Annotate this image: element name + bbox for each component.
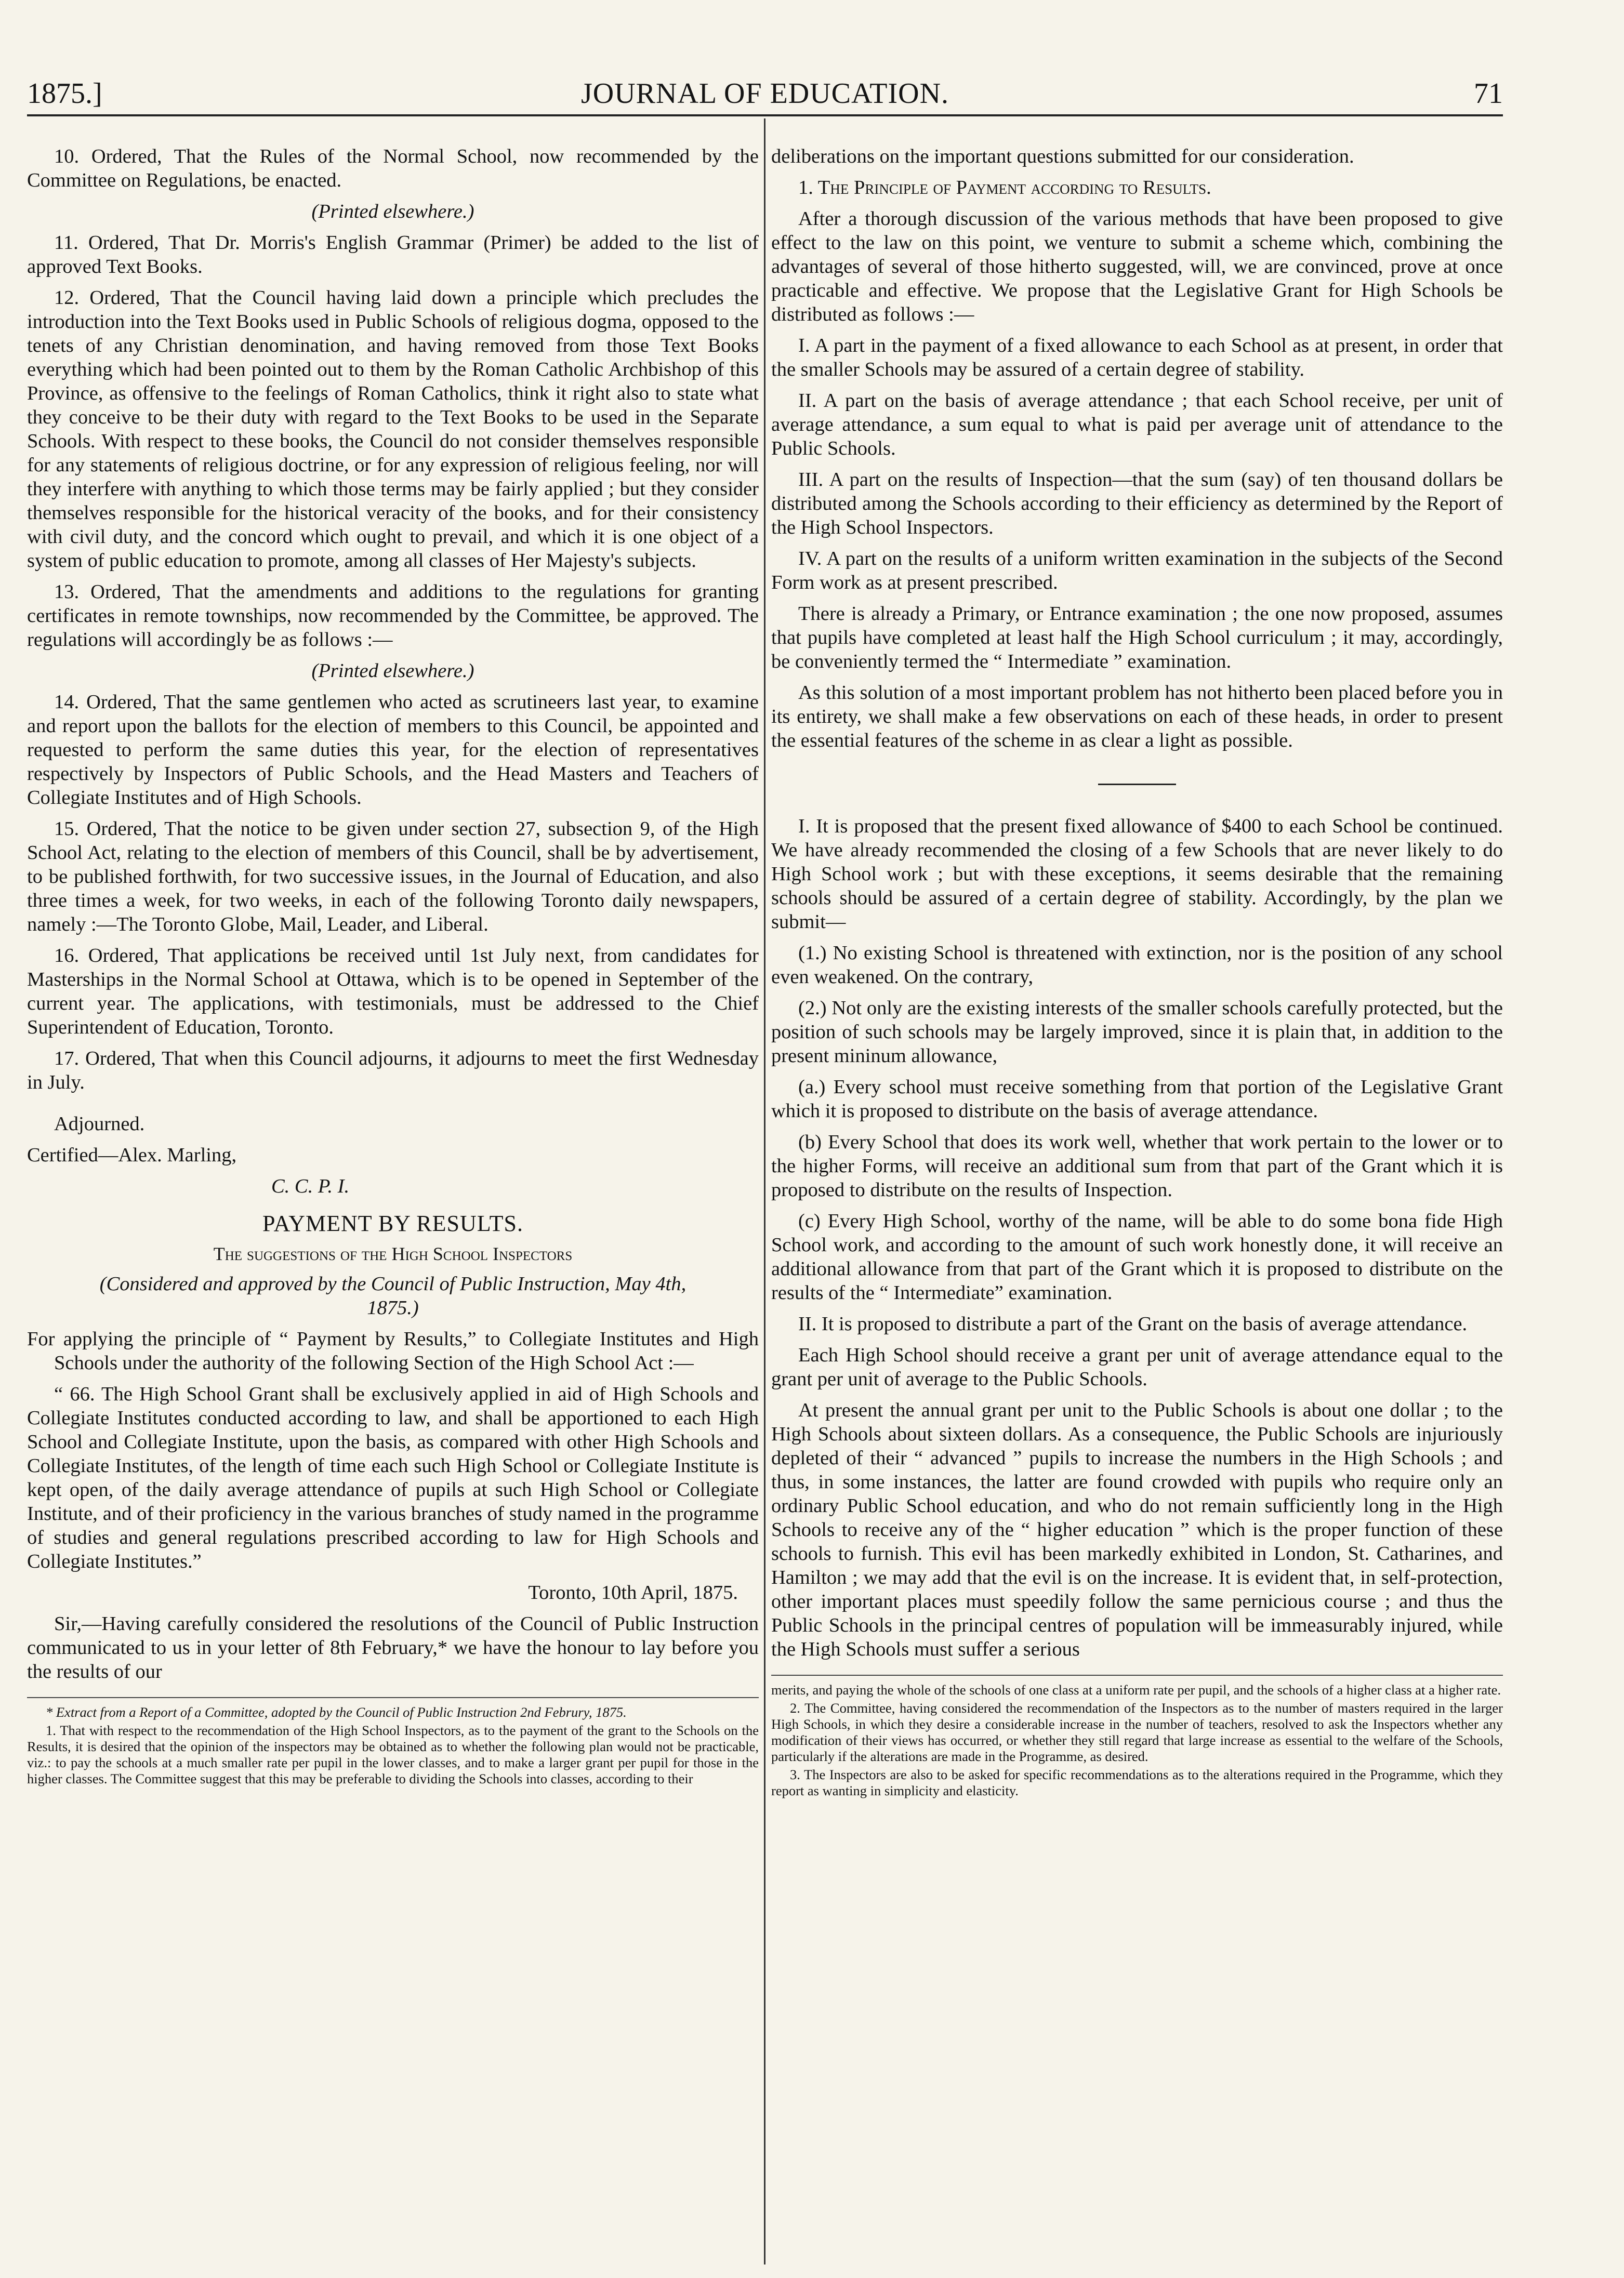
left-column bbox=[27, 144, 759, 1789]
right-column bbox=[771, 144, 1503, 1801]
proposed-1-paragraph: I. It is proposed that the present fixed allowance of $400 to each School be continued. We have already recommended the closing of a few Schools that are never likely to do High School work ; but with these exceptions, it seems desirable that the remaining schools should be assured of a certain degree of stability. Accordingly, by the plan we submit— bbox=[771, 815, 1503, 933]
order-15: 15. Ordered, That the notice to be given under section 27, subsection 9, of the High School Act, relating to the election of members of this Council, shall be by advertisement, to be published forthwith, for two successive issues, in the Journal of Education, and also three times a week, for two weeks, in each of the following Toronto daily newspapers, namely :—The Toronto Globe, Mail, Leader, and Liberal. bbox=[27, 818, 759, 935]
footnote-3: 3. The Inspectors are also to be asked for specific recommendations as to the alterations required in the Programme, which they report as wanting in simplicity and elasticity. bbox=[771, 1767, 1503, 1798]
part-1: I. A part in the payment of a fixed allowance to each School as at present, in order that the smaller Schools may be assured of a certain degree of stability. bbox=[771, 335, 1503, 380]
order-10: 10. Ordered, That the Rules of the Normal School, now recommended by the Committee on Regulations, be enacted. bbox=[27, 145, 759, 191]
page-number: 71 bbox=[1474, 77, 1503, 110]
as-this-paragraph: As this solution of a most important problem has not hitherto been placed before you in its entirety, we shall make a few observations on each of these heads, in order to present the essential features of the scheme in as clear a light as possible. bbox=[771, 682, 1503, 751]
point-a: (a.) Every school must receive something from that portion of the Legislative Grant which it is proposed to distribute on the basis of average attendance. bbox=[771, 1076, 1503, 1122]
order-16: 16. Ordered, That applications be received until 1st July next, from candidates for Masterships in the Normal School at Ottawa, which is to be opened in September of the current year. The applications, with testimonials, must be addressed to the Chief Superintendent of Education, Toronto. bbox=[27, 945, 759, 1038]
order-11: 11. Ordered, That Dr. Morris's English Grammar (Primer) be added to the list of approved Text Books. bbox=[27, 232, 759, 277]
at-present-paragraph: At present the annual grant per unit to the Public Schools is about one dollar ; to the High Schools about sixteen dollars. As a consequence, the Public Schools are injuriously depleted of their “ advanced ” pupils to increase the numbers in the High Schools ; and thus, in some instances, the latter are found crowded with pupils who require only an ordinary Public School education, and who do not remain sufficiently long in the High Schools to receive any of the “ higher education ” which is the proper function of these schools to furnish. This evil has been markedly exhibited in London, St. Catharines, and Hamilton ; we may add that the evil is on the increase. It is evident that, in self-protection, other important places must speedily follow the same pernicious course ; and thus the Public Schools in the principal centres of population will be immeasurably injured, while the High Schools must suffer a serious bbox=[771, 1399, 1503, 1660]
footnote-rule-left bbox=[27, 1697, 759, 1698]
header-rule bbox=[27, 114, 1503, 116]
part-4: IV. A part on the results of a uniform written examination in the subjects of the Second Form work as at present prescribed. bbox=[771, 548, 1503, 593]
printed-elsewhere-1: (Printed elsewhere.) bbox=[311, 201, 474, 222]
after-discussion-paragraph: After a thorough discussion of the various methods that have been proposed to give effect to the law on this point, we venture to submit a scheme which, combining the advantages of several of those hitherto suggested, will, we are convinced, prove at once practicable and effective. We propose that the Legislative Grant for High Schools be distributed as follows :— bbox=[771, 208, 1503, 325]
principle-heading: 1. The Principle of Payment according to Results. bbox=[798, 177, 1211, 198]
section-separator bbox=[1098, 784, 1176, 785]
order-17: 17. Ordered, That when this Council adjourns, it adjourns to meet the first Wednesday in July. bbox=[27, 1048, 759, 1093]
deliberations-continuation: deliberations on the important questions submitted for our consideration. bbox=[771, 145, 1354, 167]
order-14: 14. Ordered, That the same gentlemen who acted as scrutineers last year, to examine and report upon the ballots for the election of members to this Council, be appointed and requested to perform the same duties this year, for the election of representatives respectively by Inspectors of Public Schools, and the Head Masters and Teachers of Collegiate Institutes and of High Schools. bbox=[27, 691, 759, 809]
each-high-school-paragraph: Each High School should receive a grant per unit of average attendance equal to the grant per unit of average to the Public Schools. bbox=[771, 1344, 1503, 1390]
dateline: Toronto, 10th April, 1875. bbox=[528, 1582, 738, 1604]
section-heading: PAYMENT BY RESULTS. bbox=[262, 1211, 523, 1236]
point-b: (b) Every School that does its work well, whether that work pertain to the lower or to the higher Forms, will receive an additional sum from that part of the Grant which it is proposed to distribute on the results of Inspection. bbox=[771, 1131, 1503, 1201]
order-13: 13. Ordered, That the amendments and additions to the regulations for granting certificates in remote townships, now recommended by the Committee, be approved. The regulations will accordingly be as follows :— bbox=[27, 581, 759, 651]
point-1: (1.) No existing School is threatened with extinction, nor is the position of any school even weakened. On the contrary, bbox=[771, 942, 1503, 988]
ccpi-signature: C. C. P. I. bbox=[271, 1175, 350, 1197]
for-applying-paragraph: For applying the principle of “ Payment by Results,” to Collegiate Institutes and High Schools under the authority of the following Section of the High School Act :— bbox=[27, 1328, 759, 1374]
point-2: (2.) Not only are the existing interests of the smaller schools carefully protected, but the position of such schools may be largely improved, since it is plain that, in addition to the present mininum allowance, bbox=[771, 997, 1503, 1067]
order-12: 12. Ordered, That the Council having laid down a principle which precludes the introduction into the Text Books used in Public Schools of religious dogma, opposed to the tenets of any Christian denomination, and having removed from those Text Books everything which had been pointed out to them by the Roman Catholic Archbishop of this Province, as offensive to the feelings of Roman Catholics, think it right also to state what they conceive to be their duty with regard to the Text Books to be used in the Separate Schools. With respect to these books, the Council do not consider themselves responsible for any statements of religious doctrine, or for any expression of religious feeling, nor will they interfere with anything to which those terms may be fairly applied ; but they consider themselves responsible for the historical veracity of the books, and for their consistency with civil duty, and the concord which ought to prevail, and which it is one object of a system of public education to promote, among all classes of Her Majesty's subjects. bbox=[27, 287, 759, 572]
footnotes-right bbox=[771, 1682, 1503, 1799]
section-subheading: The suggestions of the High School Inspectors bbox=[213, 1243, 573, 1264]
page-header bbox=[27, 75, 1503, 117]
considered-note: (Considered and approved by the Council of Public Instruction, May 4th, 1875.) bbox=[99, 1273, 686, 1319]
header-year: 1875.] bbox=[27, 77, 102, 110]
footnotes-left bbox=[27, 1704, 759, 1787]
printed-elsewhere-2: (Printed elsewhere.) bbox=[311, 660, 474, 682]
footnote-2: 2. The Committee, having considered the recommendation of the Inspectors as to the number of masters required in the larger High Schools, in which they desire a considerable increase in the number of teachers, resolved to ask the Inspectors whether any modification of their views has occurred, or whether they still regard that large increase as essential to the welfare of the Schools, particularly if the alterations are made in the Programme, as desired. bbox=[771, 1700, 1503, 1764]
already-paragraph: There is already a Primary, or Entrance examination ; the one now proposed, assumes that pupils have completed at least half the High School curriculum ; it may, accordingly, be conveniently termed the “ Intermediate ” examination. bbox=[771, 603, 1503, 672]
point-c: (c) Every High School, worthy of the name, will be able to do some bona fide High School work, and according to the amount of such work honestly done, it will receive an additional allowance from that part of the Grant which it is proposed to distribute on the results of the “ Intermediate” examination. bbox=[771, 1210, 1503, 1304]
footnote-1: 1. That with respect to the recommendation of the High School Inspectors, as to the payment of the grant to the Schools on the Results, it is desired that the opinion of the inspectors may be obtained as to whether the following plan would not be practicable, viz.: to pay the schools at a much smaller rate per pupil in the lower classes, and to make a larger grant per pupil for those in the higher classes. The Committee suggest that this may be preferable to dividing the Schools into classes, according to their bbox=[27, 1723, 759, 1786]
footnote-continuation: merits, and paying the whole of the schools of one class at a uniform rate per pupil, and the schools of a higher class at a higher rate. bbox=[771, 1682, 1501, 1698]
part-2: II. A part on the basis of average attendance ; that each School receive, per unit of average attendance, a sum equal to what is paid per average unit of attendance to the Public Schools. bbox=[771, 390, 1503, 459]
part-3: III. A part on the results of Inspection—that the sum (say) of ten thousand dollars be distributed among the Schools according to their efficiency as determined by the Report of the High School Inspectors. bbox=[771, 469, 1503, 538]
proposed-2-paragraph: II. It is proposed to distribute a part of the Grant on the basis of average attendance. bbox=[798, 1313, 1468, 1335]
salutation-paragraph: Sir,—Having carefully considered the resolutions of the Council of Public Instruction communicated to us in your letter of 8th February,* we have the honour to lay before you the results of our bbox=[27, 1613, 759, 1683]
footnote-star: * Extract from a Report of a Committee, adopted by the Council of Public Instruction 2nd Februry, 1875. bbox=[46, 1704, 627, 1720]
journal-title: JOURNAL OF EDUCATION. bbox=[580, 77, 949, 110]
certified-line: Certified—Alex. Marling, bbox=[27, 1144, 237, 1166]
adjourned-line: Adjourned. bbox=[54, 1113, 145, 1135]
column-divider bbox=[764, 118, 765, 2264]
section-66-quote: “ 66. The High School Grant shall be exclusively applied in aid of High Schools and Collegiate Institutes conducted according to law, and shall be apportioned to each High School and Collegiate Institute, upon the basis, as compared with other High Schools and Collegiate Institutes, of the length of time each such High School or Collegiate Institute is kept open, of the daily average attendance of pupils at such High School or Collegiate Institute, and of their proficiency in the various branches of study named in the programme of studies and general regulations prescribed according to law for High Schools and Collegiate Institutes.” bbox=[27, 1383, 759, 1572]
footnote-rule-right bbox=[771, 1675, 1503, 1676]
